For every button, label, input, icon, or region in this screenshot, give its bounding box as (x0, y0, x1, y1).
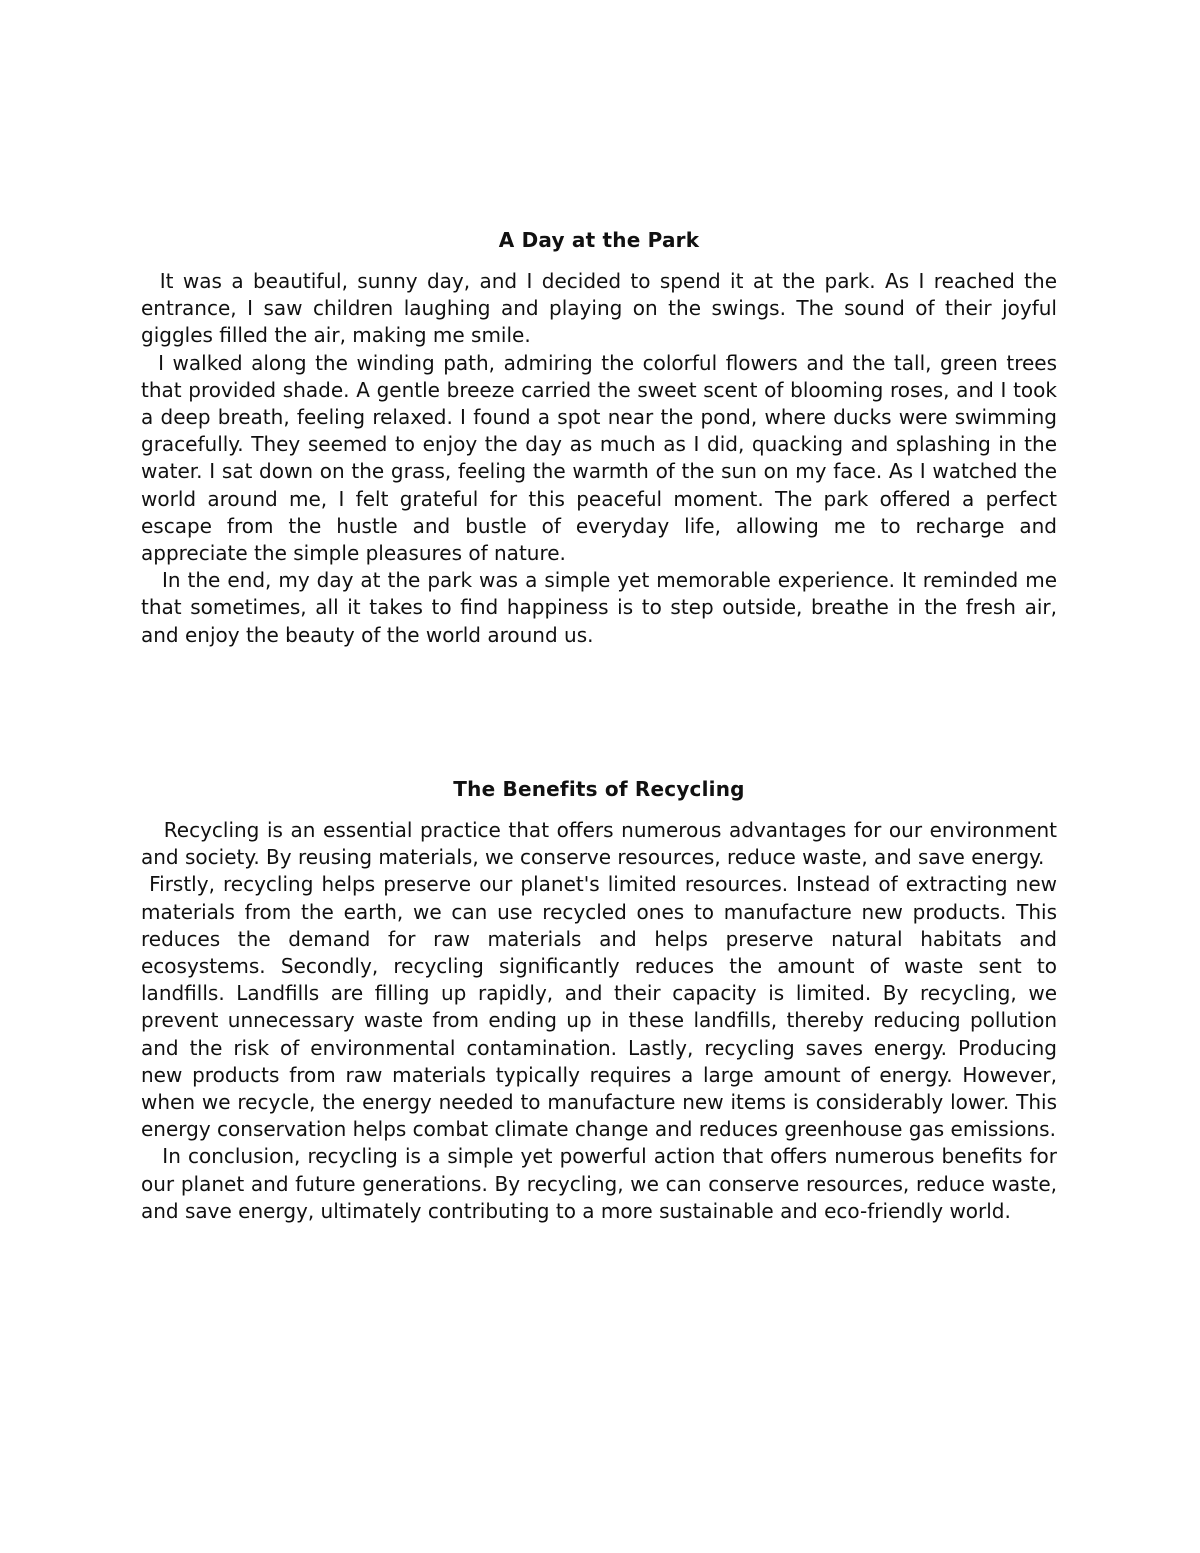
essay-title: The Benefits of Recycling (453, 777, 745, 801)
essay-paragraph: I walked along the winding path, admiring the colorful flowers and the tall, green trees that provided shade. A gentle breeze carried the sweet scent of blooming roses, and I took a deep breath, feeling relaxed. I found a spot near the pond, where ducks were swimming gracefully. They seemed to enjoy the day as much as I did, quacking and splashing in the water. I sat down on the grass, feeling the warmth of the sun on my face. As I watched the world around me, I felt grateful for this peaceful moment. The park offered a perfect escape from the hustle and bustle of everyday life, allowing me to recharge and appreciate the simple pleasures of nature. (141, 350, 1064, 566)
essay-title: A Day at the Park (498, 228, 700, 252)
essay-paragraph: In the end, my day at the park was a simple yet memorable experience. It reminded me that sometimes, all it takes to find happiness is to step outside, breathe in the fresh air, and enjoy the beauty of the world around us. (141, 568, 1064, 647)
essay-paragraph: It was a beautiful, sunny day, and I decided to spend it at the park. As I reached the entrance, I saw children laughing and playing on the swings. The sound of their joyful giggles filled the air, making me smile. (141, 269, 1064, 348)
essay-paragraph: Firstly, recycling helps preserve our planet's limited resources. Instead of extracting new materials from the earth, we can use recycled ones to manufacture new products. This reduces the demand for raw materials and helps preserve natural habitats and ecosystems. Secondly, recycling significantly reduces the amount of waste sent to landfills. Landfills are filling up rapidly, and their capacity is limited. By recycling, we prevent unnecessary waste from ending up in these landfills, thereby reducing pollution and the risk of environmental contamination. Lastly, recycling saves energy. Producing new products from raw materials typically requires a large amount of energy. However, when we recycle, the energy needed to manufacture new items is considerably lower. This energy conservation helps combat climate change and reduces greenhouse gas emissions. (141, 872, 1064, 1142)
essay-park (141, 226, 1064, 649)
essay-paragraph: In conclusion, recycling is a simple yet powerful action that offers numerous benefits for our planet and future generations. By recycling, we can conserve resources, reduce waste, and save energy, ultimately contributing to a more sustainable and eco-friendly world. (141, 1144, 1064, 1223)
essay-paragraph: Recycling is an essential practice that offers numerous advantages for our environment and society. By reusing materials, we conserve resources, reduce waste, and save energy. (141, 818, 1064, 870)
essay-recycling (141, 775, 1064, 1225)
